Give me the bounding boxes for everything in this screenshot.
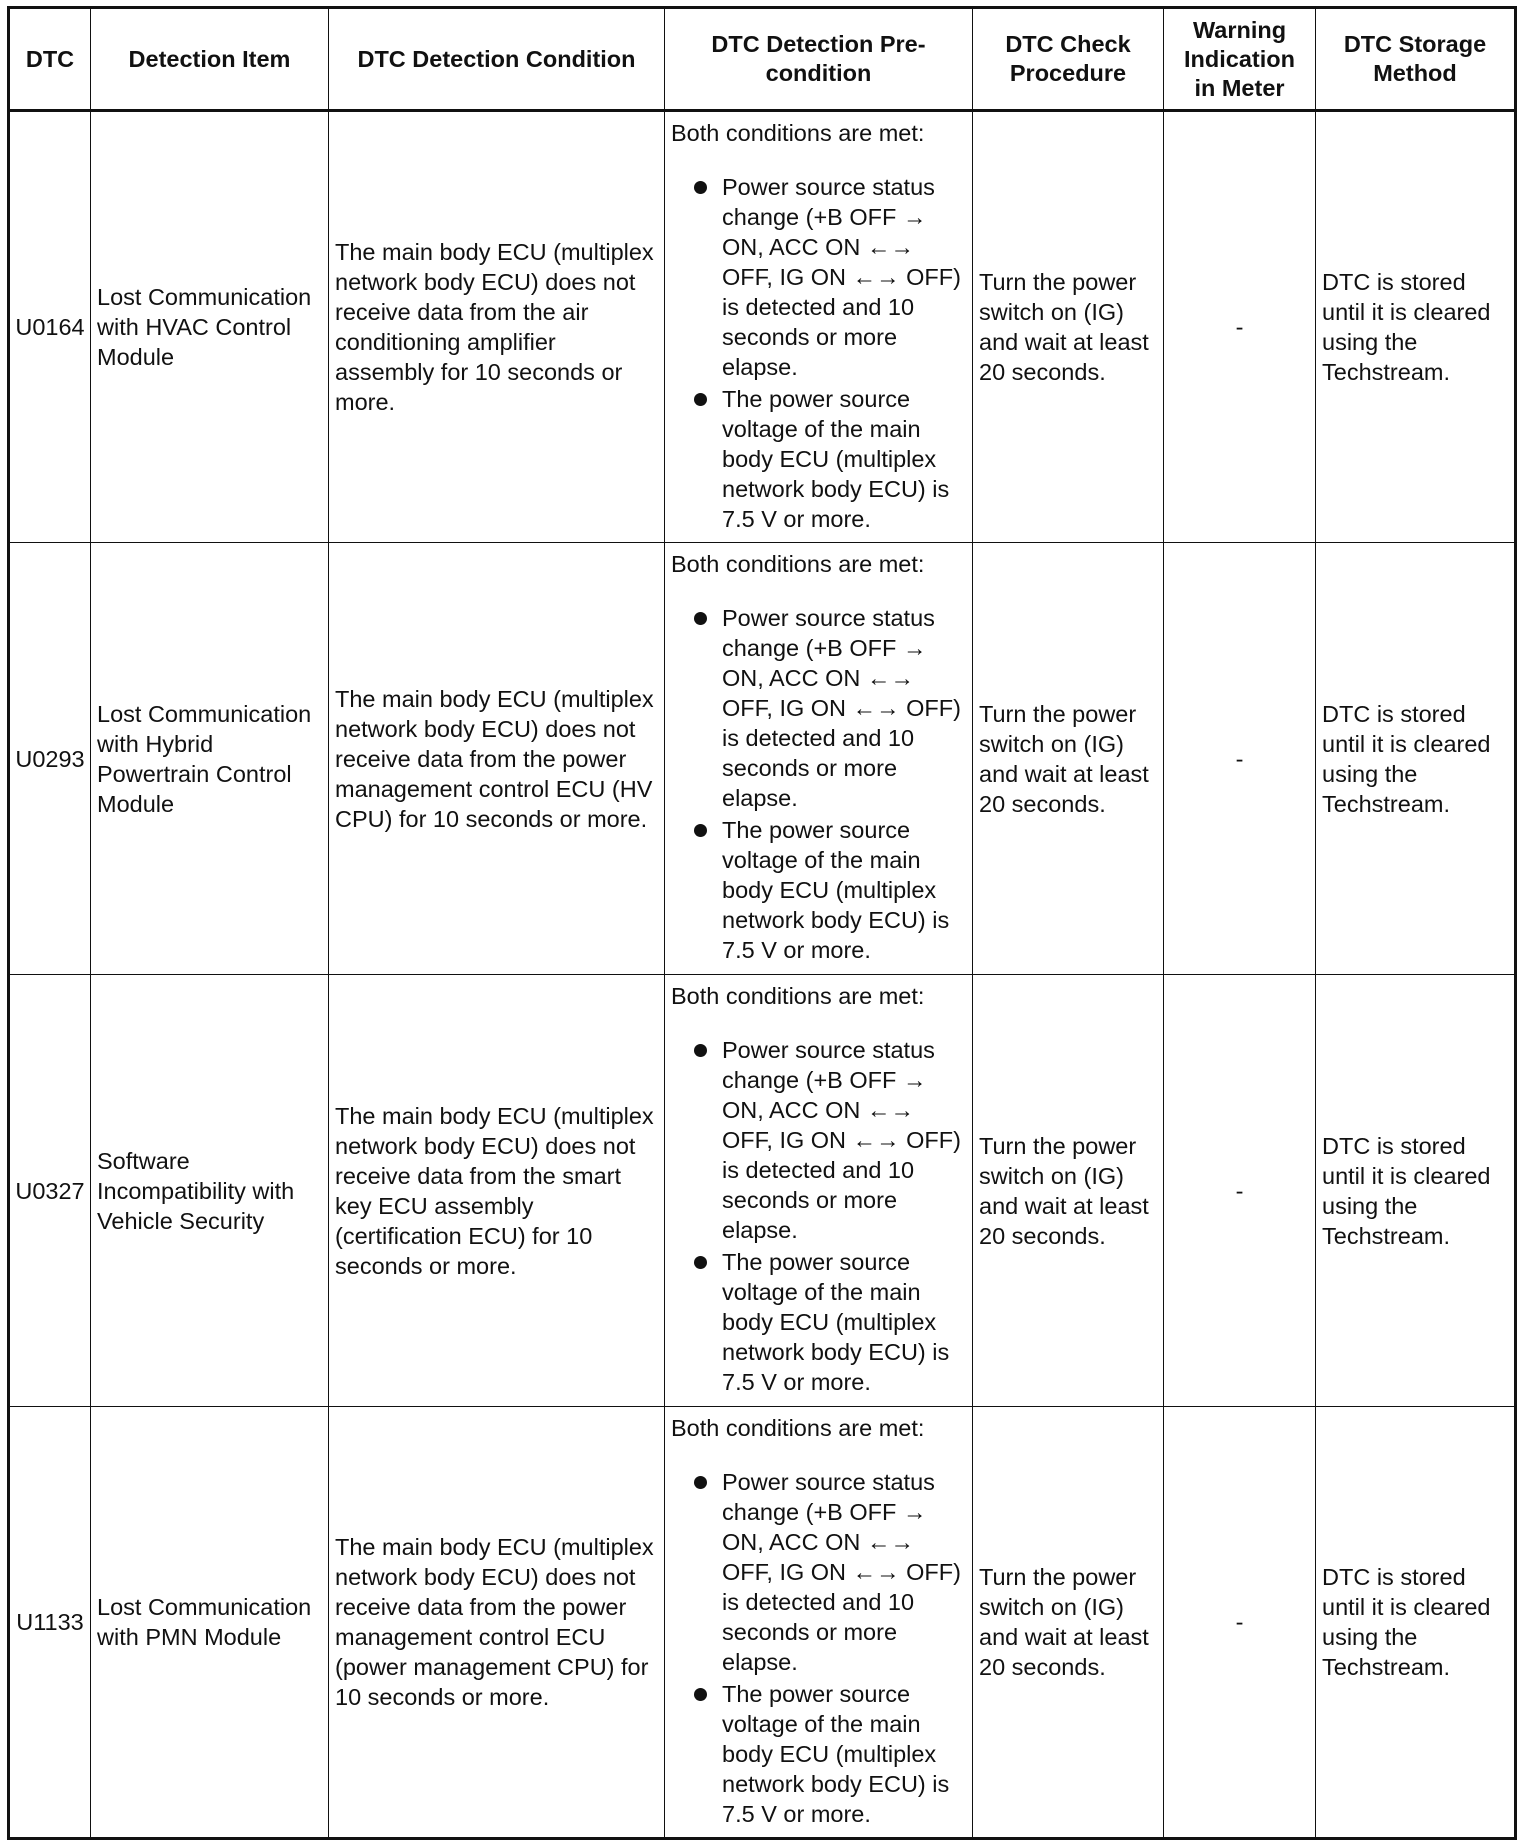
check-procedure: Turn the power switch on (IG) and wait at least 20 seconds.: [973, 975, 1164, 1407]
warning-indication: -: [1164, 1407, 1316, 1839]
precondition-item: The power source voltage of the main body ECU (multiplex network body ECU) is 7.5 V or more.: [691, 1247, 966, 1397]
dtc-code: U0293: [9, 543, 91, 975]
storage-method: DTC is stored until it is cleared using the Techstream.: [1316, 1407, 1516, 1839]
table-row: [9, 975, 1516, 1407]
precondition-intro: Both conditions are met:: [671, 983, 925, 1009]
table-row: [9, 543, 1516, 975]
detection-condition: The main body ECU (multiplex network body ECU) does not receive data from the air conditioning amplifier assembly for 10 seconds or more.: [329, 111, 665, 543]
table-row: [9, 1407, 1516, 1839]
precondition-item: The power source voltage of the main body ECU (multiplex network body ECU) is 7.5 V or more.: [691, 815, 966, 965]
precondition-cell: [665, 975, 973, 1407]
header-storage-method: DTC Storage Method: [1316, 8, 1516, 111]
dtc-code: U1133: [9, 1407, 91, 1839]
header-warning-indication: Warning Indication in Meter: [1164, 8, 1316, 111]
storage-method: DTC is stored until it is cleared using the Techstream.: [1316, 543, 1516, 975]
warning-indication: -: [1164, 975, 1316, 1407]
header-dtc: DTC: [9, 8, 91, 111]
dtc-table: [7, 6, 1517, 1840]
precondition-list: [671, 172, 966, 534]
detection-item: Software Incompatibility with Vehicle Security: [91, 975, 329, 1407]
dtc-code: U0164: [9, 111, 91, 543]
storage-method: DTC is stored until it is cleared using the Techstream.: [1316, 975, 1516, 1407]
precondition-cell: [665, 543, 973, 975]
precondition-intro: Both conditions are met:: [671, 551, 925, 577]
precondition-item: The power source voltage of the main body ECU (multiplex network body ECU) is 7.5 V or more.: [691, 384, 966, 534]
precondition-item: Power source status change (+B OFF → ON, ACC ON ←→ OFF, IG ON ←→ OFF) is detected and 10 seconds or more elapse.: [691, 1467, 966, 1677]
precondition-list: [671, 1035, 966, 1397]
precondition-intro: Both conditions are met:: [671, 1415, 925, 1441]
check-procedure: Turn the power switch on (IG) and wait at least 20 seconds.: [973, 543, 1164, 975]
detection-item: Lost Communication with HVAC Control Module: [91, 111, 329, 543]
dtc-code: U0327: [9, 975, 91, 1407]
table-row: [9, 111, 1516, 543]
storage-method: DTC is stored until it is cleared using the Techstream.: [1316, 111, 1516, 543]
detection-condition: The main body ECU (multiplex network body ECU) does not receive data from the power management control ECU (HV CPU) for 10 seconds or more.: [329, 543, 665, 975]
warning-indication: -: [1164, 111, 1316, 543]
precondition-item: Power source status change (+B OFF → ON, ACC ON ←→ OFF, IG ON ←→ OFF) is detected and 10 seconds or more elapse.: [691, 603, 966, 813]
header-check-procedure: DTC Check Procedure: [973, 8, 1164, 111]
detection-item: Lost Communication with PMN Module: [91, 1407, 329, 1839]
check-procedure: Turn the power switch on (IG) and wait at least 20 seconds.: [973, 111, 1164, 543]
precondition-item: The power source voltage of the main body ECU (multiplex network body ECU) is 7.5 V or more.: [691, 1679, 966, 1829]
check-procedure: Turn the power switch on (IG) and wait at least 20 seconds.: [973, 1407, 1164, 1839]
precondition-list: [671, 1467, 966, 1829]
precondition-cell: [665, 111, 973, 543]
precondition-list: [671, 603, 966, 965]
detection-condition: The main body ECU (multiplex network body ECU) does not receive data from the power management control ECU (power management CPU) for 10 seconds or more.: [329, 1407, 665, 1839]
detection-condition: The main body ECU (multiplex network body ECU) does not receive data from the smart key ECU assembly (certification ECU) for 10 seconds or more.: [329, 975, 665, 1407]
precondition-intro: Both conditions are met:: [671, 120, 925, 146]
precondition-cell: [665, 1407, 973, 1839]
header-detection-item: Detection Item: [91, 8, 329, 111]
header-detection-condition: DTC Detection Condition: [329, 8, 665, 111]
precondition-item: Power source status change (+B OFF → ON, ACC ON ←→ OFF, IG ON ←→ OFF) is detected and 10 seconds or more elapse.: [691, 172, 966, 382]
warning-indication: -: [1164, 543, 1316, 975]
detection-item: Lost Communication with Hybrid Powertrain Control Module: [91, 543, 329, 975]
header-row: [9, 8, 1516, 111]
precondition-item: Power source status change (+B OFF → ON, ACC ON ←→ OFF, IG ON ←→ OFF) is detected and 10 seconds or more elapse.: [691, 1035, 966, 1245]
header-precondition: DTC Detection Pre-condition: [665, 8, 973, 111]
